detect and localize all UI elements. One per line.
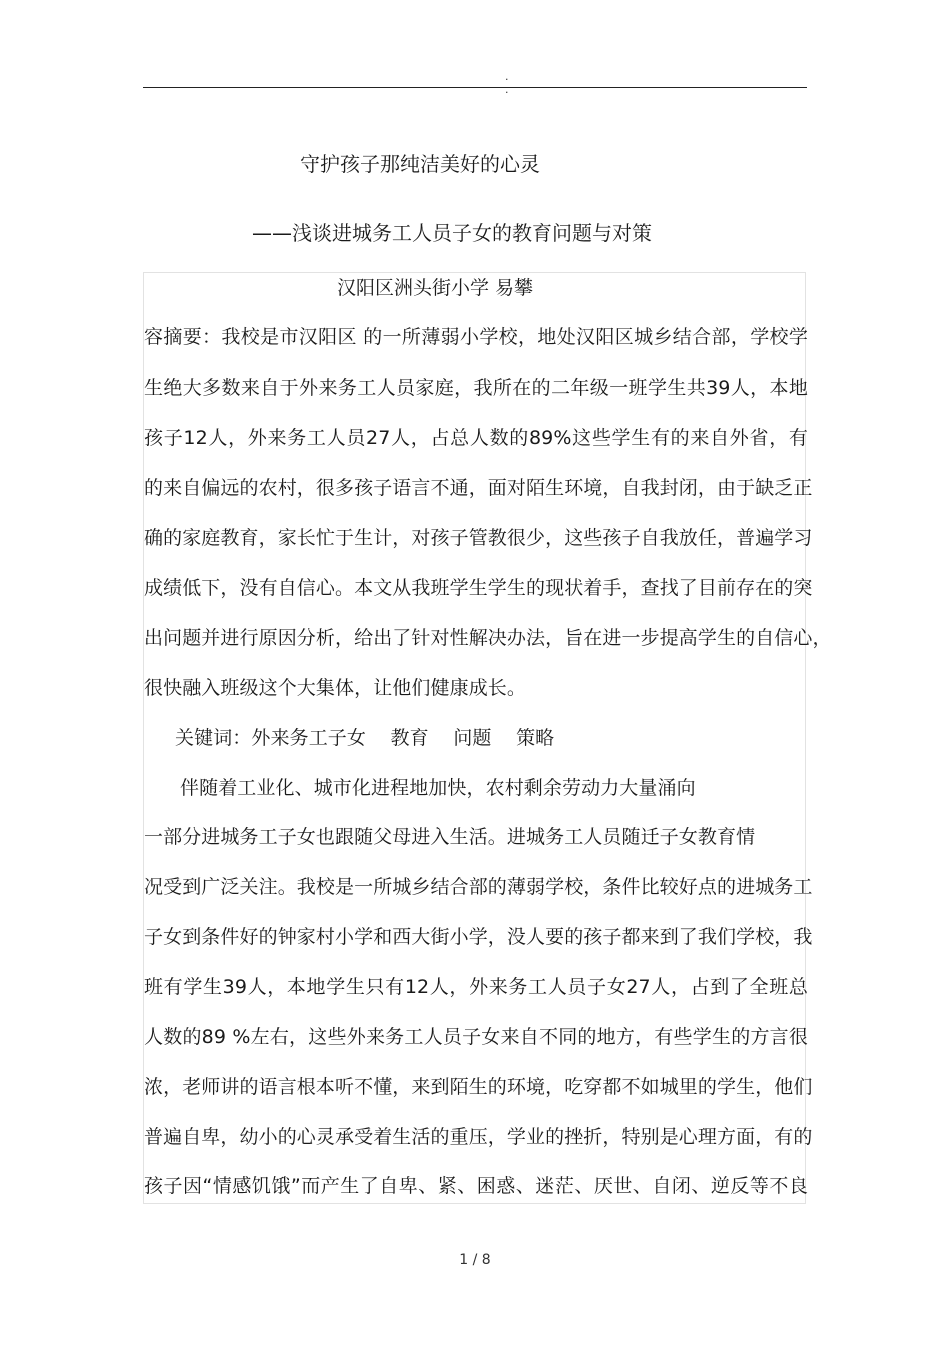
body-line: 一部分进城务工子女也跟随父母进入生活。进城务工人员随迁子女教育情	[144, 826, 756, 848]
document-subtitle: ——浅谈进城务工人员子女的教育问题与对策	[252, 221, 652, 245]
body-line: 班有学生39人，本地学生只有12人，外来务工人员子女27人，占到了全班总	[144, 976, 808, 998]
author-line: 汉阳区洲头街小学 易攀	[337, 277, 534, 299]
abstract-line: 出问题并进行原因分析，给出了针对性解决办法，旨在进一步提高学生的自信心，	[144, 627, 832, 649]
abstract-line: 容摘要：我校是市汉阳区 的一所薄弱小学校，地处汉阳区城乡结合部，学校学	[144, 326, 808, 348]
abstract-line: 孩子12人，外来务工人员27人，占总人数的89%这些学生有的来自外省，有	[144, 427, 808, 449]
body-line: 人数的89 %左右，这些外来务工人员子女来自不同的地方，有些学生的方言很	[144, 1026, 808, 1048]
body-line: 伴随着工业化、城市化进程地加快，农村剩余劳动力大量涌向	[180, 777, 696, 799]
body-line: 普遍自卑，幼小的心灵承受着生活的重压，学业的挫折，特别是心理方面，有的	[144, 1126, 813, 1148]
abstract-line: 很快融入班级这个大集体，让他们健康成长。	[144, 677, 527, 699]
abstract-line: 的来自偏远的农村，很多孩子语言不通，面对陌生环境，自我封闭，由于缺乏正	[144, 477, 813, 499]
body-line: 况受到广泛关注。我校是一所城乡结合部的薄弱学校，条件比较好点的进城务工	[144, 876, 813, 898]
keywords-line: 关键词：外来务工子女 教育 问题 策略	[175, 727, 555, 749]
abstract-line: 确的家庭教育，家长忙于生计，对孩子管教很少，这些孩子自我放任，普遍学习	[144, 527, 813, 549]
document-title: 守护孩子那纯洁美好的心灵	[300, 152, 540, 176]
body-line: 子女到条件好的钟家村小学和西大街小学，没人要的孩子都来到了我们学校，我	[144, 926, 813, 948]
body-line: 浓，老师讲的语言根本听不懂，来到陌生的环境，吃穿都不如城里的学生，他们	[144, 1076, 813, 1098]
body-line: 孩子因“情感饥饿”而产生了自卑、紧、困惑、迷茫、厌世、自闭、逆反等不良	[144, 1175, 808, 1197]
abstract-line: 成绩低下，没有自信心。本文从我班学生学生的现状着手，查找了目前存在的突	[144, 577, 813, 599]
header-dots: . .	[505, 70, 527, 96]
page-number: 1 / 8	[459, 1252, 491, 1268]
abstract-line: 生绝大多数来自于外来务工人员家庭，我所在的二年级一班学生共39人，本地	[144, 377, 808, 399]
header-rule	[143, 87, 807, 88]
